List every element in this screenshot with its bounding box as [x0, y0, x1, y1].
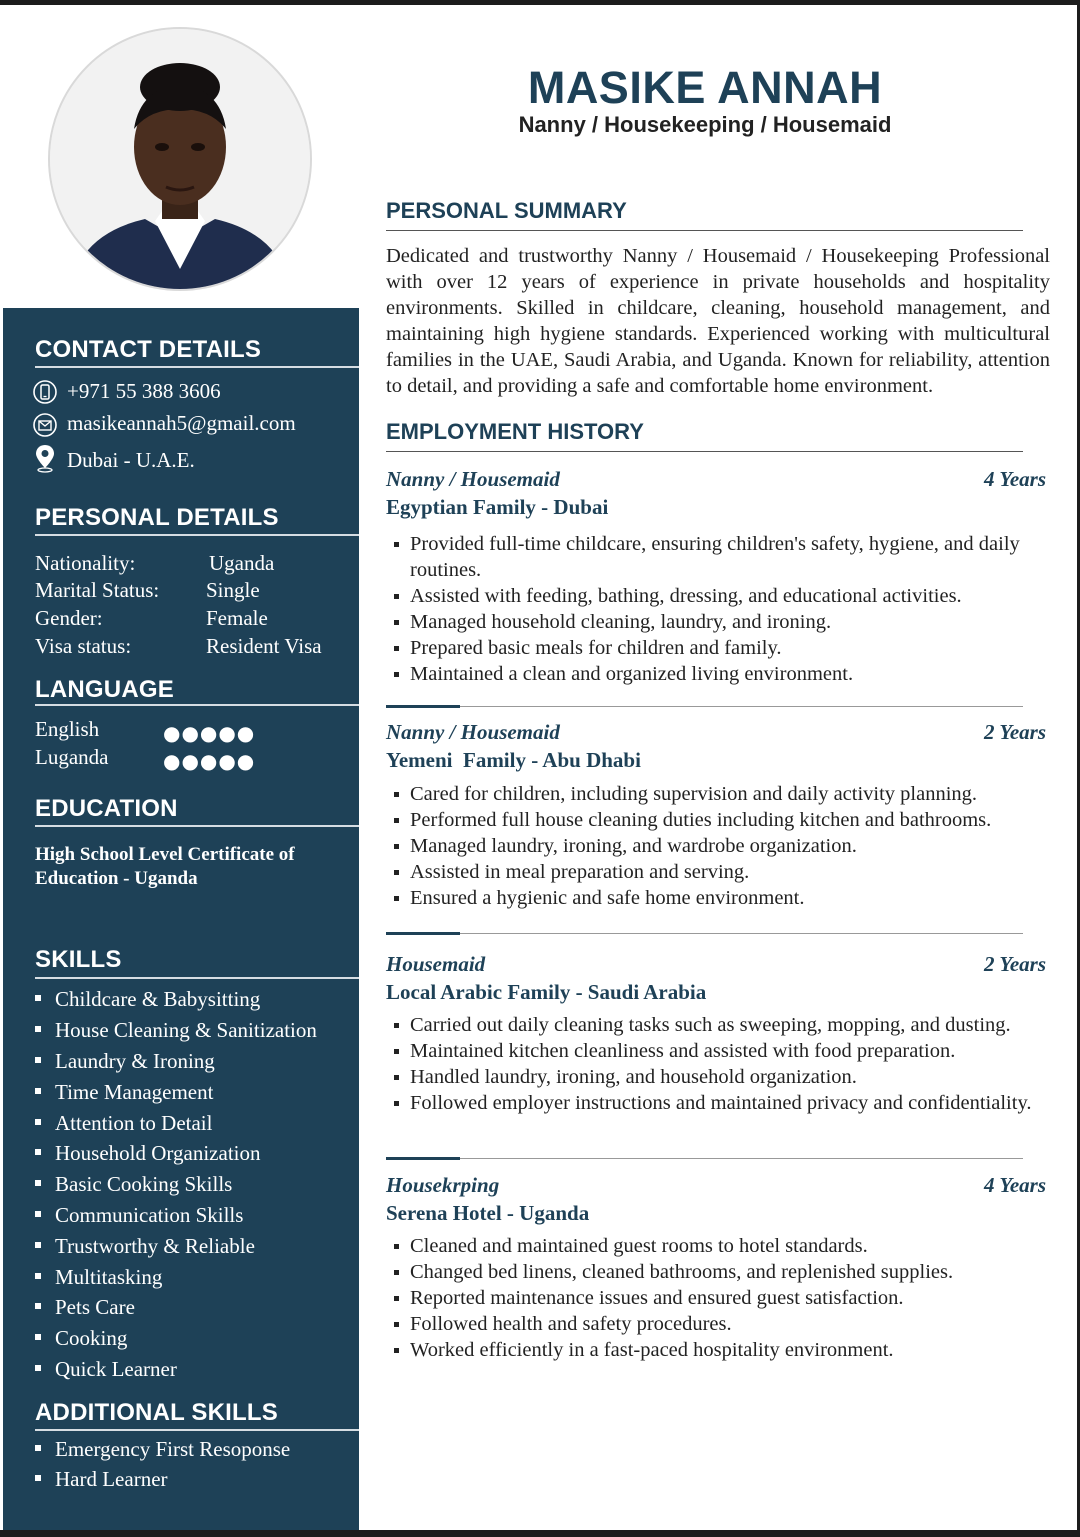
email-address[interactable]: masikeannah5@gmail.com [67, 411, 296, 435]
job-duties [392, 1012, 1052, 1116]
duty-item: Prepared basic meals for children and family. [392, 635, 1052, 661]
duty-item: Managed household cleaning, laundry, and ironing. [392, 609, 1052, 635]
job-title: Nanny / Housemaid [386, 467, 560, 491]
skill-item: Cooking [35, 1326, 127, 1351]
personal-heading: PERSONAL DETAILS [35, 504, 279, 531]
visa-status-value: Resident Visa [206, 634, 322, 658]
duty-item: Assisted in meal preparation and serving. [392, 859, 1052, 885]
duty-item: Performed full house cleaning duties including kitchen and bathrooms. [392, 807, 1052, 833]
luganda-level-dots: ●●●●● [163, 749, 256, 773]
job-separator-accent [386, 932, 460, 935]
summary-text: Dedicated and trustworthy Nanny / Housemaid / Housekeeping Professional with over 12 years of experience in private households and hospitality environments. Skilled in childcare, cleaning, household management, and maintaining high hygiene standards. Experienced working with multicultural families in the UAE, Saudi Arabia, and Uganda. Known for reliability, attention to detail, and providing a safe and comfortable home environment. [386, 245, 1050, 397]
job-employer: Yemeni Family - Abu Dhabi [386, 748, 641, 772]
language-luganda: Luganda [35, 745, 109, 769]
duty-item: Handled laundry, ironing, and household organization. [392, 1064, 1052, 1090]
duty-item: Followed health and safety procedures. [392, 1311, 1052, 1337]
summary-heading: PERSONAL SUMMARY [386, 198, 627, 223]
skills-rule [35, 977, 359, 979]
job-duties [392, 781, 1052, 911]
additional-skills-heading: ADDITIONAL SKILLS [35, 1399, 278, 1426]
duty-item: Changed bed linens, cleaned bathrooms, and replenished supplies. [392, 1259, 1052, 1285]
duty-item: Followed employer instructions and maintained privacy and confidentiality. [392, 1090, 1052, 1116]
marital-status-value: Single [206, 578, 260, 602]
bottom-border [0, 1530, 1080, 1537]
language-english: English [35, 717, 100, 741]
education-rule [35, 825, 359, 827]
job-duration: 4 Years [983, 1173, 1046, 1197]
additional-skill-item: Emergency First Resoponse [35, 1437, 290, 1462]
employment-heading: EMPLOYMENT HISTORY [386, 419, 644, 444]
skill-item: Trustworthy & Reliable [35, 1234, 255, 1259]
education-line-2: Education - Uganda [35, 868, 198, 889]
language-heading: LANGUAGE [35, 676, 174, 703]
nationality-label: Nationality: [35, 551, 136, 575]
skill-item: Basic Cooking Skills [35, 1172, 232, 1197]
contact-heading: CONTACT DETAILS [35, 336, 262, 363]
job-employer: Local Arabic Family - Saudi Arabia [386, 980, 707, 1004]
education-heading: EDUCATION [35, 795, 178, 822]
candidate-title: Nanny / Housekeeping / Housemaid [518, 112, 892, 137]
skill-item: Time Management [35, 1080, 213, 1105]
top-border [0, 0, 1080, 5]
skills-heading: SKILLS [35, 946, 122, 973]
duty-item: Cared for children, including supervision and daily activity planning. [392, 781, 1052, 807]
employment-rule [386, 451, 1023, 452]
gender-label: Gender: [35, 606, 103, 630]
language-rule [35, 704, 359, 706]
email-icon [33, 413, 57, 437]
duty-item: Ensured a hygienic and safe home environment. [392, 885, 1052, 911]
duty-item: Provided full-time childcare, ensuring children's safety, hygiene, and daily routines. [392, 531, 1052, 583]
additional-skill-item: Hard Learner [35, 1467, 168, 1492]
sidebar [3, 308, 359, 1530]
duty-item: Assisted with feeding, bathing, dressing, and educational activities. [392, 583, 1052, 609]
phone-icon [33, 380, 57, 404]
education-line-1: High School Level Certificate of [35, 844, 295, 865]
skill-item: Laundry & Ironing [35, 1049, 215, 1074]
duty-item: Maintained kitchen cleanliness and assisted with food preparation. [392, 1038, 1052, 1064]
location: Dubai - U.A.E. [67, 448, 195, 472]
duty-item: Worked efficiently in a fast-paced hospitality environment. [392, 1337, 1052, 1363]
job-title: Housemaid [386, 952, 486, 976]
duty-item: Reported maintenance issues and ensured guest satisfaction. [392, 1285, 1052, 1311]
duty-item: Managed laundry, ironing, and wardrobe organization. [392, 833, 1052, 859]
duty-item: Carried out daily cleaning tasks such as sweeping, mopping, and dusting. [392, 1012, 1052, 1038]
skill-item: Pets Care [35, 1295, 135, 1320]
phone-number[interactable]: +971 55 388 3606 [67, 379, 221, 403]
location-pin-icon [33, 443, 57, 473]
job-separator [386, 706, 1023, 707]
nationality-value: Uganda [209, 551, 275, 575]
gender-value: Female [206, 606, 268, 630]
job-separator [386, 933, 1023, 934]
duty-item: Cleaned and maintained guest rooms to hotel standards. [392, 1233, 1052, 1259]
job-duties [392, 1233, 1052, 1363]
marital-status-label: Marital Status: [35, 578, 160, 602]
job-employer: Serena Hotel - Uganda [386, 1201, 590, 1225]
skill-item: Childcare & Babysitting [35, 987, 260, 1012]
summary-rule [386, 230, 1023, 231]
job-duration: 2 Years [983, 952, 1046, 976]
job-separator [386, 1158, 1023, 1159]
job-title: Nanny / Housemaid [386, 720, 560, 744]
job-separator-accent [386, 1157, 460, 1160]
english-level-dots: ●●●●● [163, 721, 256, 745]
job-separator-accent [386, 705, 460, 708]
additional-skills-rule [35, 1429, 359, 1431]
job-duration: 2 Years [983, 720, 1046, 744]
job-employer: Egyptian Family - Dubai [386, 495, 609, 519]
skill-item: Quick Learner [35, 1357, 177, 1382]
job-title: Housekrping [386, 1173, 500, 1197]
skill-item: Multitasking [35, 1265, 162, 1290]
personal-rule [35, 534, 359, 536]
profile-photo-illustration [50, 29, 310, 289]
visa-status-label: Visa status: [35, 634, 132, 658]
candidate-name: MASIKE ANNAH [527, 62, 883, 113]
skill-item: Attention to Detail [35, 1111, 212, 1136]
job-duties [392, 531, 1052, 687]
skill-item: House Cleaning & Sanitization [35, 1018, 317, 1043]
duty-item: Maintained a clean and organized living environment. [392, 661, 1052, 687]
skill-item: Communication Skills [35, 1203, 243, 1228]
skill-item: Household Organization [35, 1141, 261, 1166]
contact-rule [35, 366, 359, 368]
profile-photo [48, 27, 312, 291]
job-duration: 4 Years [983, 467, 1046, 491]
